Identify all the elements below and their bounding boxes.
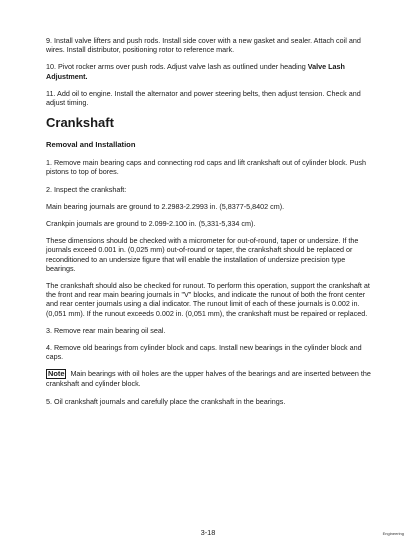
step-9-text: 9. Install valve lifters and push rods. Install side cover with a new gasket and sealer. Attach coil and wires. Install distributor, positioning rotor to reference mark. — [46, 36, 361, 55]
removal-step-5: 5. Oil crankshaft journals and carefully place the crankshaft in the bearings. — [46, 396, 286, 406]
note-paragraph — [46, 369, 376, 388]
section-title: Crankshaft — [46, 115, 114, 131]
valve-lash-heading-reference: Valve Lash Adjustment. — [46, 62, 345, 81]
step-10-paragraph — [46, 62, 376, 80]
footer-tag: Engineering — [382, 531, 404, 536]
step-10-text: 10. Pivot rocker arms over push rods. Adjust valve lash as outlined under heading — [46, 62, 308, 72]
step-9-paragraph — [46, 36, 376, 54]
removal-step-2: 2. Inspect the crankshaft: — [46, 184, 127, 194]
runout-check-paragraph: The crankshaft should also be checked for runout. To perform this operation, support the crankshaft at the front and rear main bearing journals in "V" blocks, and indicate the runout of both the front center and rear center journals using a dial indicator. The runout limit of each of these journals is 0.002 in. (0,051 mm). If the runout exceeds 0.002 in. (0,051 mm), the crankshaft must be repaired or replaced. — [46, 281, 370, 318]
step-11-paragraph — [46, 89, 376, 107]
manual-page — [46, 36, 376, 414]
removal-step-1: 1. Remove main bearing caps and connecting rod caps and lift crankshaft out of cylinder block. Push pistons to top of bores. — [46, 158, 367, 177]
note-badge: Note — [48, 369, 65, 379]
removal-step-4: 4. Remove old bearings from cylinder block and caps. Install new bearings in the cylinder block and caps. — [46, 343, 362, 362]
subsection-title: Removal and Installation — [46, 140, 136, 150]
note-text: Main bearings with oil holes are the upper halves of the bearings and are inserted between the crankshaft and cylinder block. — [46, 369, 371, 389]
crankpin-journal-spec: Crankpin journals are ground to 2.099-2.100 in. (5,331-5,334 cm). — [46, 219, 256, 229]
page-number: 3-18 — [200, 528, 216, 537]
removal-step-3: 3. Remove rear main bearing oil seal. — [46, 325, 166, 335]
main-bearing-journal-spec: Main bearing journals are ground to 2.2983-2.2993 in. (5,8377-5,8402 cm). — [46, 201, 285, 211]
step-11-text: 11. Add oil to engine. Install the alternator and power steering belts, then adjust tension. Check and adjust timing. — [46, 88, 361, 108]
micrometer-check-paragraph: These dimensions should be checked with a micrometer for out-of-round, taper or undersize. If the journals exceed 0.001 in. (0,025 mm) out-of-round or taper, the crankshaft should be replaced or reconditioned to an undersize figure that will enable the installation of undersize precision type bearings. — [46, 236, 359, 273]
